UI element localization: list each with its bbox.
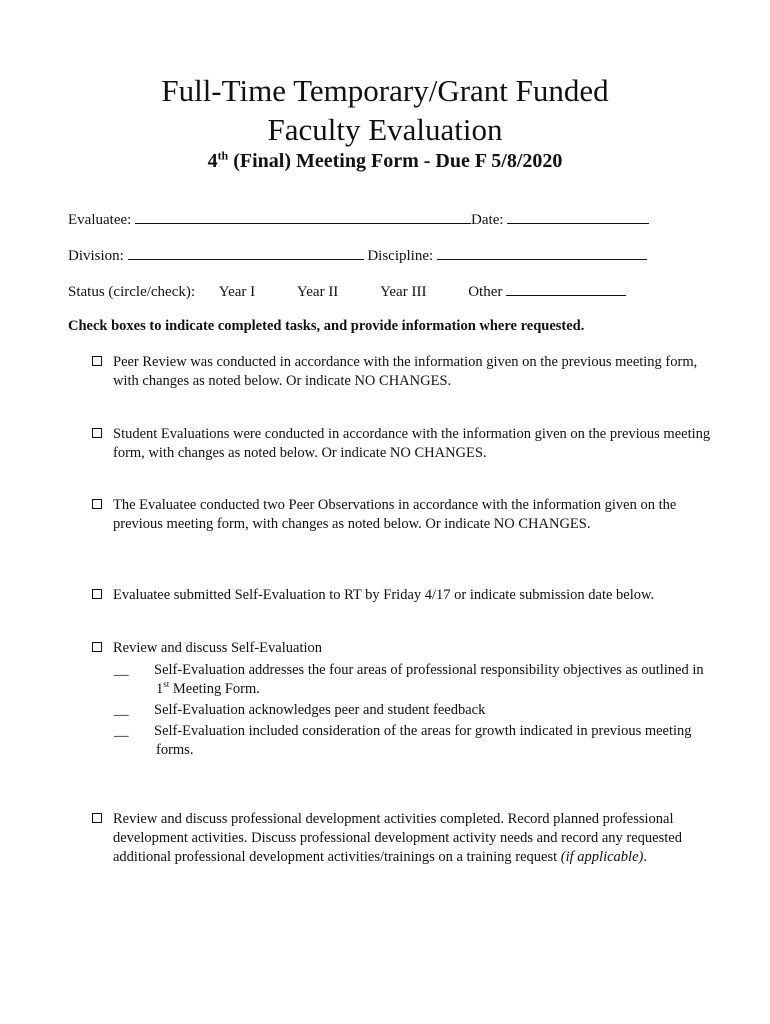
status-other-field[interactable] [506, 283, 626, 296]
item-professional-development [92, 810, 712, 867]
discipline-field[interactable] [437, 247, 647, 260]
date-field[interactable] [507, 211, 649, 224]
evaluatee-row [68, 211, 649, 229]
item-review-self-evaluation [92, 639, 712, 760]
sub-item-check-line[interactable]: __ [114, 723, 129, 739]
status-label: Status (circle/check): [68, 284, 196, 300]
division-row [68, 247, 647, 265]
student-evaluations-checkbox[interactable] [92, 428, 102, 438]
date-label: Date: [471, 212, 504, 228]
division-field[interactable] [128, 247, 364, 260]
professional-development-applicable: (if applicable) [560, 849, 644, 865]
peer-observations-checkbox[interactable] [92, 499, 102, 509]
instructions: Check boxes to indicate completed tasks, and provide information where requested. [68, 318, 585, 334]
subtitle-ordinal-suffix: th [217, 148, 229, 163]
status-option-year-3[interactable]: Year III [380, 284, 427, 300]
item-self-evaluation-submitted [92, 586, 712, 605]
status-option-year-1[interactable]: Year I [218, 284, 256, 300]
form-title-line-1: Full-Time Temporary/Grant Funded [161, 73, 609, 108]
professional-development-body: Review and discuss professional development activities completed. Record planned professional development activities. Discuss professional development activity needs and record any requested additional professional development activities/trainings on a training request [113, 811, 682, 865]
sub-item-ordinal-suffix: st [163, 679, 170, 690]
item-peer-review [92, 353, 712, 391]
status-row [68, 283, 626, 301]
sub-item-check-line[interactable]: __ [114, 702, 129, 718]
review-self-evaluation-checkbox[interactable] [92, 642, 102, 652]
student-evaluations-text: Student Evaluations were conducted in accordance with the information given on the previous meeting form, with changes as noted below. Or indicate NO CHANGES. [113, 426, 711, 461]
sub-item-feedback-text: Self-Evaluation acknowledges peer and student feedback [154, 702, 486, 718]
sub-item-four-areas [114, 661, 712, 699]
sub-item-growth-text: Self-Evaluation included consideration of the areas for growth indicated in previous meeting forms. [154, 723, 692, 758]
item-student-evaluations [92, 425, 712, 463]
evaluatee-field[interactable] [135, 211, 471, 224]
sub-item-check-line[interactable]: __ [114, 662, 129, 678]
status-option-year-2[interactable]: Year II [296, 284, 339, 300]
sub-item-four-areas-text: Self-Evaluation addresses the four areas of professional responsibility objectives as outlined in 1 [154, 662, 704, 697]
sub-item-growth [114, 722, 712, 760]
form-subtitle [0, 150, 770, 173]
form-title-line-2: Faculty Evaluation [267, 112, 503, 147]
self-evaluation-submitted-text: Evaluatee submitted Self-Evaluation to RT by Friday 4/17 or indicate submission date below. [113, 587, 655, 603]
discipline-label: Discipline: [367, 248, 434, 264]
subtitle-text: (Final) Meeting Form - Due F 5/8/2020 [228, 150, 563, 172]
division-label: Division: [68, 248, 124, 264]
evaluatee-label: Evaluatee: [68, 212, 132, 228]
subtitle-ordinal: 4 [207, 150, 218, 172]
sub-item-feedback [114, 701, 712, 720]
peer-review-text: Peer Review was conducted in accordance with the information given on the previous meeting form, with changes as noted below. Or indicate NO CHANGES. [113, 354, 698, 389]
item-peer-observations [92, 496, 712, 534]
professional-development-period: . [643, 849, 647, 865]
peer-observations-text: The Evaluatee conducted two Peer Observations in accordance with the information given on the previous meeting form, with changes as noted below. Or indicate NO CHANGES. [113, 497, 677, 532]
sub-item-four-areas-end: Meeting Form. [169, 681, 260, 697]
self-evaluation-submitted-checkbox[interactable] [92, 589, 102, 599]
review-self-evaluation-text: Review and discuss Self-Evaluation [113, 640, 322, 656]
peer-review-checkbox[interactable] [92, 356, 102, 366]
status-option-other[interactable]: Other [468, 284, 503, 300]
professional-development-text [113, 810, 712, 867]
professional-development-checkbox[interactable] [92, 813, 102, 823]
